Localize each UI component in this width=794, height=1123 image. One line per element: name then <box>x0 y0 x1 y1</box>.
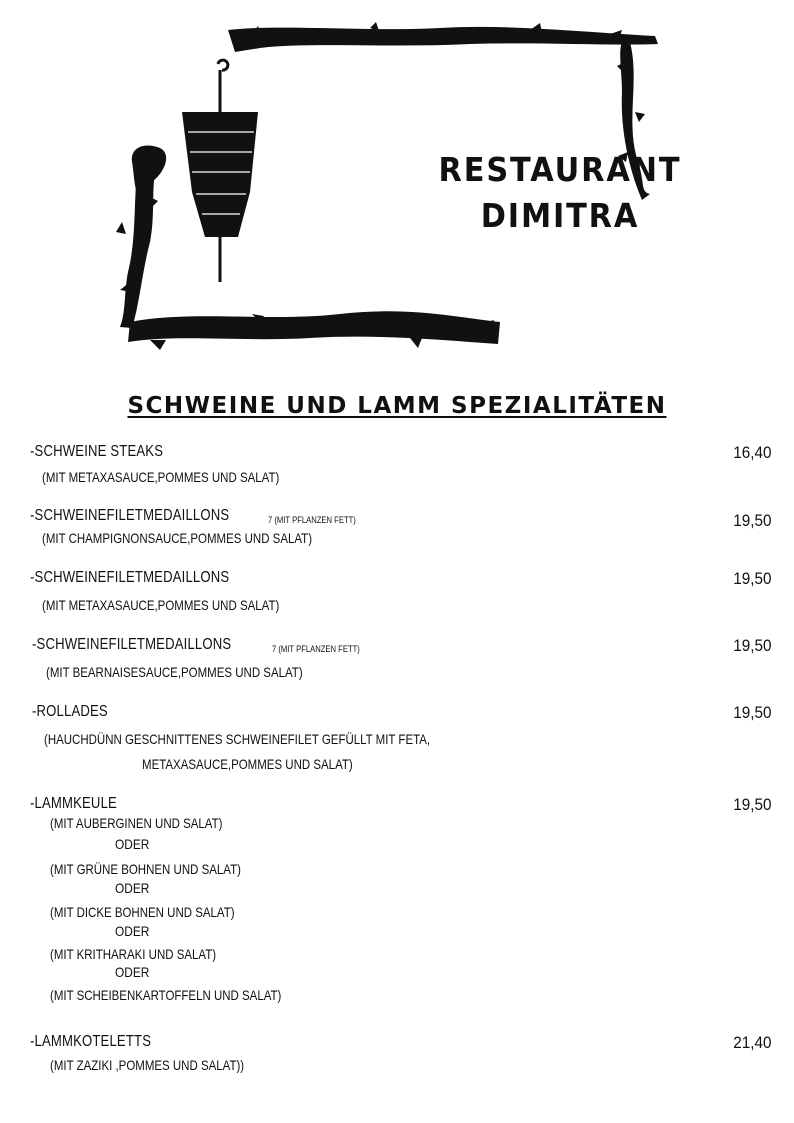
item-option: (MIT DICKE BOHNEN UND SALAT) <box>50 904 235 920</box>
restaurant-name <box>422 147 698 239</box>
item-name: -SCHWEINEFILETMEDAILLONS <box>32 636 232 653</box>
item-option: (MIT AUBERGINEN UND SALAT) <box>50 815 223 831</box>
item-price: 19,50 <box>733 636 772 655</box>
item-note: 7 (MIT PFLANZEN FETT) <box>272 644 360 654</box>
item-option: (MIT SCHEIBENKARTOFFELN UND SALAT) <box>50 987 282 1003</box>
item-price: 19,50 <box>733 569 772 588</box>
item-description: (MIT ZAZIKI ,POMMES UND SALAT)) <box>50 1057 245 1073</box>
item-name: -SCHWEINEFILETMEDAILLONS <box>30 507 230 524</box>
item-price: 19,50 <box>733 511 772 530</box>
item-option: (MIT GRÜNE BOHNEN UND SALAT) <box>50 861 241 877</box>
item-description: (MIT CHAMPIGNONSAUCE,POMMES UND SALAT) <box>42 530 313 546</box>
item-note: 7 (MIT PFLANZEN FETT) <box>268 515 356 525</box>
item-price: 19,50 <box>733 795 772 814</box>
item-name: -ROLLADES <box>32 703 108 720</box>
item-description: (MIT METAXASAUCE,POMMES UND SALAT) <box>42 597 280 613</box>
item-description: (MIT METAXASAUCE,POMMES UND SALAT) <box>42 469 280 485</box>
item-description: (MIT BEARNAISESAUCE,POMMES UND SALAT) <box>46 664 303 680</box>
option-separator: ODER <box>115 836 150 852</box>
item-price: 21,40 <box>733 1033 772 1052</box>
item-price: 19,50 <box>733 703 772 722</box>
restaurant-name-line1: RESTAURANT <box>438 150 682 189</box>
restaurant-logo <box>110 22 682 362</box>
gyros-spit-icon <box>182 60 258 282</box>
item-price: 16,40 <box>733 443 772 462</box>
item-name: -SCHWEINE STEAKS <box>30 443 164 460</box>
option-separator: ODER <box>115 880 150 896</box>
item-description-continued: METAXASAUCE,POMMES UND SALAT) <box>142 756 353 772</box>
option-separator: ODER <box>115 923 150 939</box>
section-heading: SCHWEINE UND LAMM SPEZIALITÄTEN <box>127 393 667 419</box>
option-separator: ODER <box>115 964 150 980</box>
item-name: -SCHWEINEFILETMEDAILLONS <box>30 569 230 586</box>
restaurant-name-line2: DIMITRA <box>480 196 640 235</box>
item-name: -LAMMKOTELETTS <box>30 1033 152 1050</box>
item-name: -LAMMKEULE <box>30 795 117 812</box>
item-description: (HAUCHDÜNN GESCHNITTENES SCHWEINEFILET GEFÜLLT MIT FETA, <box>44 731 431 747</box>
item-option: (MIT KRITHARAKI UND SALAT) <box>50 946 217 962</box>
